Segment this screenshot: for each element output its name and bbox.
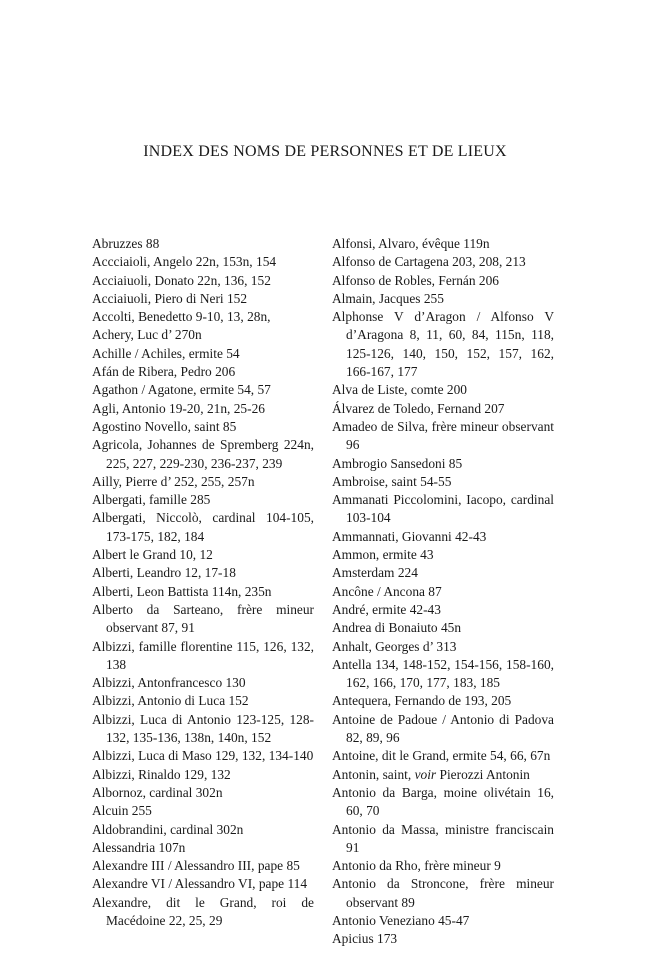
index-entry: Albert le Grand 10, 12 (92, 547, 213, 563)
index-entry: Alfonso de Robles, Fernán 206 (332, 272, 499, 288)
index-entry: Achery, Luc d’ 270n (92, 327, 202, 343)
index-entry: Antoine, dit le Grand, ermite 54, 66, 67n (332, 748, 551, 764)
index-entry: Ailly, Pierre d’ 252, 255, 257n (92, 473, 255, 489)
index-entry: Ammanati Piccolomini, Iacopo, cardinal 103-104 (332, 492, 554, 526)
index-entry: Antella 134, 148-152, 154-156, 158-160, 162, 166, 170, 177, 183, 185 (332, 656, 554, 691)
index-entry: Agostino Novello, saint 85 (92, 418, 237, 434)
index-entry: Afán de Ribera, Pedro 206 (92, 364, 236, 380)
index-entry: Antonio da Barga, moine olivétain 16, 60, 70 (332, 784, 554, 819)
index-entry: André, ermite 42-43 (332, 601, 441, 617)
index-entry: Agricola, Johannes de Spremberg 224n, 225, 227, 229-230, 236-237, 239 (92, 437, 314, 471)
index-entry: Albergati, famille 285 (92, 492, 211, 508)
index-entry: Agathon / Agatone, ermite 54, 57 (92, 382, 271, 398)
index-column-left (92, 235, 314, 930)
index-entry: Albizzi, Luca di Antonio 123-125, 128-132, 135-136, 138n, 140n, 152 (92, 711, 314, 746)
index-entry: Amsterdam 224 (332, 565, 418, 581)
page-title: INDEX DES NOMS DE PERSONNES ET DE LIEUX (143, 143, 507, 160)
index-entry: Apicius 173 (332, 931, 398, 947)
index-entry: Albizzi, Antonfrancesco 130 (92, 675, 246, 691)
index-entry: Aldobrandini, cardinal 302n (92, 821, 244, 837)
see-reference-marker: voir (414, 766, 437, 782)
index-entry: Álvarez de Toledo, Fernand 207 (332, 400, 505, 416)
index-entry: Accciaioli, Angelo 22n, 153n, 154 (92, 254, 277, 270)
index-entry: Albizzi, Rinaldo 129, 132 (92, 766, 231, 782)
index-column-right (332, 235, 554, 949)
index-entry: Alberti, Leon Battista 114n, 235n (92, 583, 272, 599)
index-entry: Albornoz, cardinal 302n (92, 784, 223, 800)
index-entry: Antonio da Stroncone, frère mineur observant 89 (332, 876, 554, 910)
index-entry: Albizzi, Antonio di Luca 152 (92, 693, 249, 709)
index-entry: Anhalt, Georges d’ 313 (332, 638, 457, 654)
index-entry: Alexandre III / Alessandro III, pape 85 (92, 858, 300, 874)
index-entry: Alberto da Sarteano, frère mineur observant 87, 91 (92, 601, 314, 636)
index-entry: Ambrogio Sansedoni 85 (332, 455, 463, 471)
index-entry: Albizzi, famille florentine 115, 126, 132, 138 (92, 638, 314, 672)
index-entry: Antonio Veneziano 45-47 (332, 912, 470, 928)
index-entry: Ancône / Ancona 87 (332, 583, 442, 599)
index-entry: Acciaiuoli, Donato 22n, 136, 152 (92, 272, 271, 288)
index-entry: Alfonsi, Alvaro, évêque 119n (332, 236, 490, 251)
index-entry: Alphonse V d’Aragon / Alfonso V d’Aragona 8, 11, 60, 84, 115n, 118, 125-126, 140, 150, 152, 157, 162, 166-167, 177 (332, 309, 554, 380)
index-entry: Ambroise, saint 54-55 (332, 473, 452, 489)
index-entry: Alexandre VI / Alessandro VI, pape 114 (92, 876, 308, 892)
index-entry: Alfonso de Cartagena 203, 208, 213 (332, 254, 526, 270)
index-entry: Ammannati, Giovanni 42-43 (332, 528, 487, 544)
index-entry: Antonio da Rho, frère mineur 9 (332, 858, 501, 874)
index-entry: Andrea di Bonaiuto 45n (332, 620, 462, 636)
index-entry: Amadeo de Silva, frère mineur observant 96 (332, 418, 554, 453)
index-entry: Alessandria 107n (92, 839, 186, 855)
index-entry: Acciaiuoli, Piero di Neri 152 (92, 290, 248, 306)
index-entry: Accolti, Benedetto 9-10, 13, 28n, (92, 309, 271, 325)
index-entry: Agli, Antonio 19-20, 21n, 25-26 (92, 400, 265, 416)
index-entry: Alberti, Leandro 12, 17-18 (92, 565, 236, 581)
index-entry: Almain, Jacques 255 (332, 290, 444, 306)
index-entry: Albizzi, Luca di Maso 129, 132, 134-140 (92, 748, 314, 764)
index-entry: Alcuin 255 (92, 803, 152, 819)
index-entry: Antonio da Massa, ministre franciscain 91 (332, 821, 554, 855)
index-entry: Antonin, saint, voir Pierozzi Antonin (332, 766, 530, 782)
index-entry: Achille / Achiles, ermite 54 (92, 345, 240, 361)
index-entry: Antequera, Fernando de 193, 205 (332, 693, 512, 709)
index-entry: Abruzzes 88 (92, 236, 160, 251)
index-entry: Albergati, Niccolò, cardinal 104-105, 173-175, 182, 184 (92, 510, 314, 544)
index-entry: Antoine de Padoue / Antonio di Padova 82, 89, 96 (332, 711, 554, 746)
index-entry: Alexandre, dit le Grand, roi de Macédoine 22, 25, 29 (92, 894, 314, 928)
index-entry: Ammon, ermite 43 (332, 547, 434, 563)
index-entry: Alva de Liste, comte 200 (332, 382, 467, 398)
